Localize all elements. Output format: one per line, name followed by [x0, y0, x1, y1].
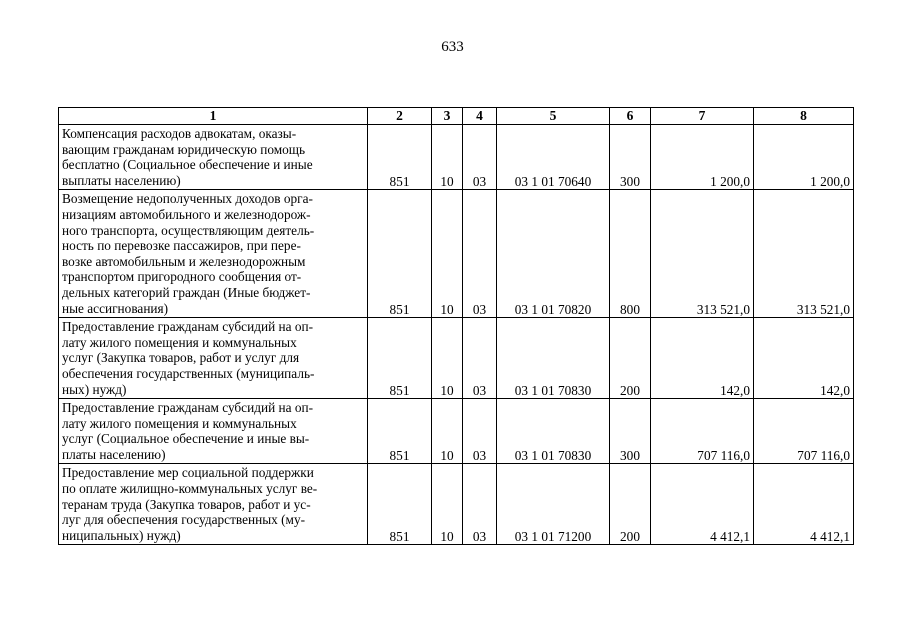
cell-target-code: 03 1 01 70640: [497, 125, 610, 190]
table-row: [59, 399, 854, 464]
cell-subsection: 03: [463, 125, 497, 190]
table-row: [59, 125, 854, 190]
cell-section: 10: [432, 190, 463, 318]
cell-amount-7: 4 412,1: [651, 464, 754, 545]
budget-table: [58, 107, 854, 545]
cell-expense-type: 200: [610, 464, 651, 545]
cell-ministry: 851: [368, 190, 432, 318]
cell-amount-8: 313 521,0: [754, 190, 854, 318]
header-cell: 3: [432, 108, 463, 125]
cell-amount-8: 707 116,0: [754, 399, 854, 464]
header-cell: 5: [497, 108, 610, 125]
row-description: Предоставление мер социальной поддержки по оплате жилищно-коммунальных услуг ве- теранам труда (Закупка товаров, работ и ус- луг для обеспечения государственных (му- ниципальных) нужд): [59, 464, 368, 545]
cell-expense-type: 200: [610, 318, 651, 399]
row-description: Предоставление гражданам субсидий на оп- лату жилого помещения и коммунальных услуг (Закупка товаров, работ и услуг для обеспечения государственных (муниципаль- ных) нужд): [59, 318, 368, 399]
cell-amount-7: 1 200,0: [651, 125, 754, 190]
cell-target-code: 03 1 01 70830: [497, 318, 610, 399]
header-cell: 7: [651, 108, 754, 125]
table-row: [59, 318, 854, 399]
cell-ministry: 851: [368, 125, 432, 190]
cell-amount-8: 1 200,0: [754, 125, 854, 190]
cell-expense-type: 300: [610, 399, 651, 464]
header-cell: 8: [754, 108, 854, 125]
table-row: [59, 190, 854, 318]
cell-ministry: 851: [368, 464, 432, 545]
cell-expense-type: 300: [610, 125, 651, 190]
cell-subsection: 03: [463, 318, 497, 399]
cell-amount-7: 313 521,0: [651, 190, 754, 318]
cell-amount-7: 142,0: [651, 318, 754, 399]
header-cell: 4: [463, 108, 497, 125]
cell-subsection: 03: [463, 464, 497, 545]
cell-expense-type: 800: [610, 190, 651, 318]
cell-target-code: 03 1 01 71200: [497, 464, 610, 545]
header-row: [59, 108, 854, 125]
header-cell: 2: [368, 108, 432, 125]
row-description: Компенсация расходов адвокатам, оказы- вающим гражданам юридическую помощь бесплатно (Социальное обеспечение и иные выплаты населению): [59, 125, 368, 190]
cell-ministry: 851: [368, 399, 432, 464]
row-description: Возмещение недополученных доходов орга- низациям автомобильного и железнодорож- ного транспорта, осуществляющим деятель- ность по перевозке пассажиров, при пере- возке автомобильным и железнодорожным транспортом пригородного сообщения от- дельных категорий граждан (Иные бюджет- ные ассигнования): [59, 190, 368, 318]
cell-target-code: 03 1 01 70830: [497, 399, 610, 464]
cell-target-code: 03 1 01 70820: [497, 190, 610, 318]
header-cell: 1: [59, 108, 368, 125]
cell-ministry: 851: [368, 318, 432, 399]
table-row: [59, 464, 854, 545]
cell-subsection: 03: [463, 399, 497, 464]
cell-section: 10: [432, 399, 463, 464]
cell-subsection: 03: [463, 190, 497, 318]
cell-section: 10: [432, 464, 463, 545]
cell-section: 10: [432, 318, 463, 399]
cell-amount-8: 4 412,1: [754, 464, 854, 545]
page-number: 633: [441, 39, 464, 55]
cell-amount-8: 142,0: [754, 318, 854, 399]
cell-section: 10: [432, 125, 463, 190]
cell-amount-7: 707 116,0: [651, 399, 754, 464]
row-description: Предоставление гражданам субсидий на оп- лату жилого помещения и коммунальных услуг (Социальное обеспечение и иные вы- платы населению): [59, 399, 368, 464]
header-cell: 6: [610, 108, 651, 125]
